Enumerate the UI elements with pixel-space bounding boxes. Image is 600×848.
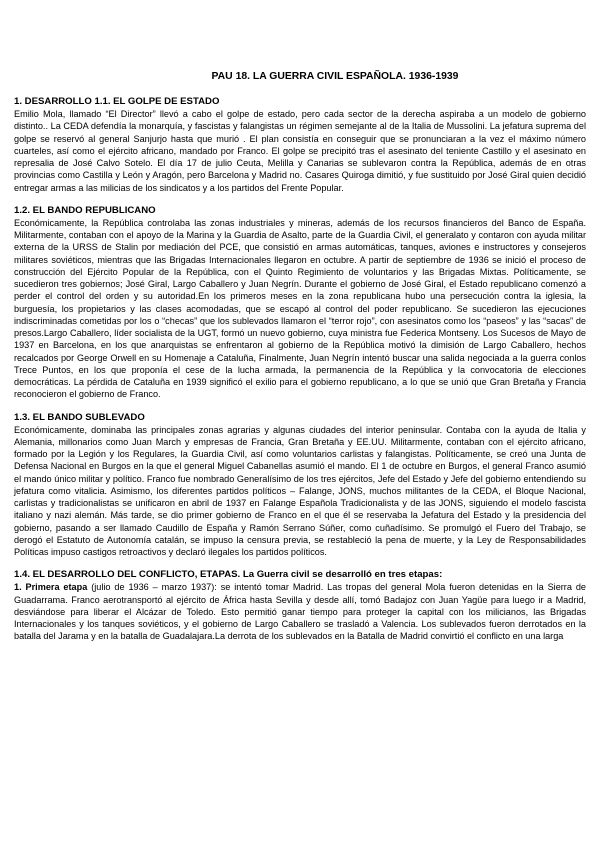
section-heading: 1.3. EL BANDO SUBLEVADO	[14, 411, 145, 423]
section-bando-sublevado	[14, 412, 586, 559]
section-paragraph: Económicamente, dominaba las principales zonas agrarias y algunas ciudades del interior peninsular. Contaba con la ayuda de Italia y Alemania, millonarios como Juan March y empresas de Francia, Gran Bretaña y EE.UU. Militarmente, contaban con el ejército africano, formado por la Legión y los Regulares, la Guardia Civil, así como voluntarios carlistas y falangistas. Políticamente, se creó una Junta de Defensa Nacional en Burgos en la que el general Miguel Cabanellas asumió el mando. El 1 de octubre en Burgos, el general Franco asumió el mando único militar y político. Franco fue nombrado Generalísimo de los tres ejércitos, Jefe del Estado y Jefe del gobierno entendiendo su jefatura como vitalicia. Asimismo, los diferentes partidos políticos – Falange, JONS, muchos militantes de la CEDA, el Bloque Nacional, carlistas y tradicionalistas se unificaron en abril de 1937 en Falange Española Tradicionalista y de las JONS, siguiendo el modelo fascista italiano y nazi alemán. Más tarde, se dio primer gobierno de Franco en el que él se reservaba la Jefatura del Estado y la presidencia del gobierno, pasando a ser llamado Caudillo de España y Ramón Serrano Súñer, como cuñadísimo. Se promulgó el Fuero del Trabajo, se derogó el Estatuto de Autonomía catalán, se impuso la censura previa, se restableció la pena de muerte, y la Ley de Responsabilidades Políticas impuso castigos retroactivos y declaró ilegales los partidos políticos.	[14, 424, 586, 557]
section-heading: 1. DESARROLLO 1.1. EL GOLPE DE ESTADO	[14, 96, 220, 107]
item-label: 1. Primera etapa	[14, 582, 88, 593]
section-heading	[14, 569, 586, 581]
section-heading-extra: La Guerra civil se desarrolló en tres etapas:	[240, 569, 443, 581]
section-heading: 1.2. EL BANDO REPUBLICANO	[14, 204, 156, 216]
item-text: (julio de 1936 – marzo 1937): se intentó tomar Madrid. Las tropas del general Mola fueron detenidas en la Sierra de Guadarrama. Franco aerotransportó al ejército de África hasta Sevilla y desde allí, tomó Badajoz con Juan Yagüe para luego ir a Madrid, desviándose para liberar el Alcázar de Toledo. Esto permitió ganar tiempo para proteger la capital con los milicianos, las Brigadas Internacionales y los tanques soviéticos, y el gobierno de Largo Caballero se trasladó a Valencia. Los sublevados fueron derrotados en la batalla del Jarama y en la batalla de Guadalajara.La derrota de los sublevados en la Batalla de Madrid convirtió el conflicto en una larga	[14, 582, 586, 642]
section-heading-main: 1.4. EL DESARROLLO DEL CONFLICTO, ETAPAS.	[14, 569, 241, 581]
section-desarrollo-conflicto	[14, 569, 586, 642]
section-bando-republicano	[14, 205, 586, 401]
section-paragraph: Emilio Mola, llamado “El Director” llevó a cabo el golpe de estado, pero cada sector de la derecha aspiraba a un modelo de gobierno distinto.. La CEDA defendía la monarquía, y fascistas y falangistas un régimen semejante al de la Italia de Mussolini. La jefatura suprema del golpe se reservó al general Sanjurjo hasta que murió . El plan consistía en conseguir que se pronunciaran a la vez el máximo número cuarteles, así como el ejército africano, mandado por Franco. El golpe se precipitó tras el asesinato del teniente Castillo y el asesinato en represalia de José Calvo Sotelo. El día 17 de julio Ceuta, Melilla y Canarias se sublevaron contra la República, además de en otras provincias como Castilla y León y Aragón, pero Barcelona y Madrid no. Casares Quiroga dimitió, y fue sustituido por José Giral quien decidió entregar armas a las milicias de los sindicatos y a los partidos del Frente Popular.	[14, 109, 586, 193]
section-golpe-de-estado	[14, 96, 586, 194]
section-paragraph	[14, 581, 586, 642]
document-title: PAU 18. LA GUERRA CIVIL ESPAÑOLA. 1936-1939	[211, 71, 459, 82]
section-paragraph: Económicamente, la República controlaba las zonas industriales y mineras, además de los recursos financieros del Banco de España. Militarmente, contaban con el apoyo de la Marina y la Guardia de Asalto, parte de la Guardia Civil, el generalato y contaron con ayuda militar externa de la URSS de Stalin por mediación del PCE, que consistió en armas automáticas, tanques, aviones e instructores y consejeros militares soviéticos, mientras que las Brigadas Internacionales llegaron en octubre. A partir de septiembre de 1936 se inició el proceso de construcción del Ejército Popular de la República, con el Quinto Regimiento de voluntarios y las Brigadas Mixtas. Políticamente, se sucedieron tres gobiernos; José Giral, Largo Caballero y Juan Negrín. Durante el gobierno de José Giral, el Estado republicano comenzó a perder el control del orden y su autoridad.En los primeros meses en la zona republicana hubo una persecución contra la iglesia, la burguesía, los propietarios y las clases acomodadas, que se escapó al control del poder republicano. Se sucedieron las ejecuciones indiscriminadas cometidas por los o “checas” que los sublevados llamaron el “terror rojo”, con asesinatos como los “paseos” y las “sacas” de presos.Largo Caballero, líder socialista de la UGT, formó un nuevo gobierno, cuya ministra fue Federica Montseny. Los Sucesos de Mayo de 1937 en Barcelona, en los que anarquistas se enfrentaron al gobierno de la República motivó la dimisión de Largo Caballero, hechos recalcados por George Orwell en su Homenaje a Cataluña, Finalmente, Juan Negrín intentó buscar una salida negociada a la guerra conlos Trece Puntos, en los que proponía el cese de la lucha armada, la permanencia de la República y la convocatoria de elecciones democráticas. La pérdida de Cataluña en 1939 significó el exilio para el gobierno republicano, a lo que se unió que Gran Bretaña y Francia reconocieron el gobierno de Franco.	[14, 217, 586, 400]
